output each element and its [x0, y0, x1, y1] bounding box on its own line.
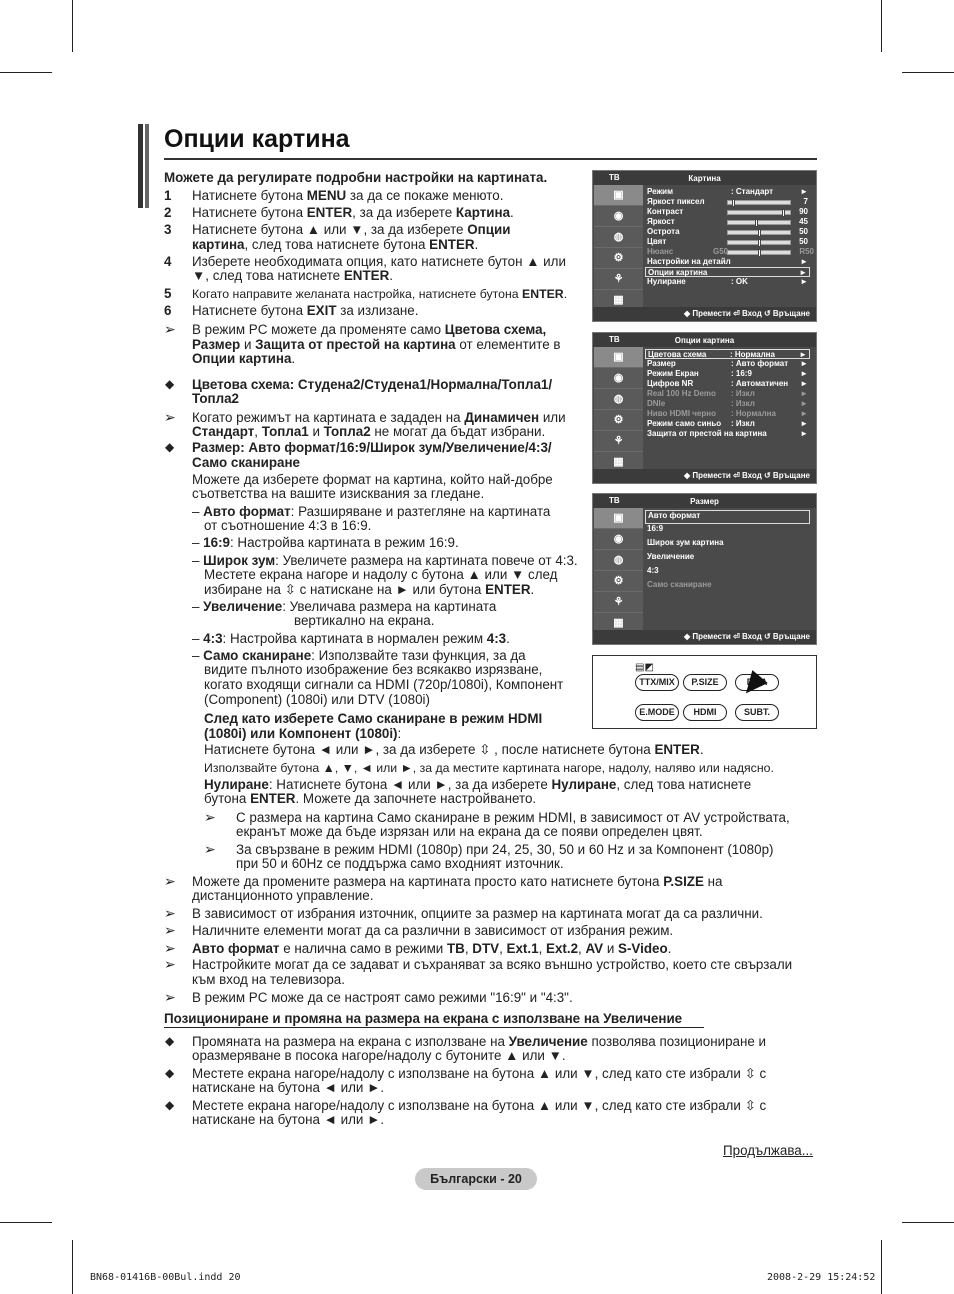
osd-item-label: Опции картина — [648, 268, 708, 277]
osd-menu-item[interactable] — [647, 409, 810, 419]
osd-item-number: 90 — [799, 207, 808, 216]
crop-mark — [902, 72, 954, 73]
osd-sidebar — [594, 185, 643, 307]
osd-menu-icon: ▣ — [594, 347, 643, 368]
osd-item-label: Широк зум картина — [647, 538, 724, 547]
bullet-diamond-icon: ◆ — [165, 1066, 175, 1080]
osd-item-label: Увеличение — [647, 552, 695, 561]
text-line: натискане на бутона ◄ или ►. — [192, 1112, 385, 1127]
osd-menu-screen — [592, 493, 817, 645]
osd-item-label: Контраст — [647, 207, 684, 216]
step-number: 6 — [164, 303, 172, 318]
text-line: Опции картина. — [192, 351, 296, 366]
osd-menu-icon: ◍ — [594, 227, 643, 248]
osd-sidebar — [594, 508, 643, 630]
text-line: Наличните елементи могат да са различни в зависимост от избрания режим. — [192, 923, 674, 938]
osd-source-label: TB — [609, 496, 620, 505]
osd-item-value: : Изкл — [731, 399, 755, 408]
osd-menu-item[interactable] — [647, 538, 810, 552]
step-text: Натиснете бутона EXIT за излизане. — [192, 303, 419, 318]
text-line: Нулиране: Натиснете бутона ◄ или ►, за да изберете Нулиране, след това натиснете — [204, 777, 752, 792]
crop-mark — [902, 1222, 954, 1223]
text-line: Топла2 — [192, 391, 240, 406]
note-arrow-icon: ➢ — [164, 956, 176, 972]
text-line: съответства на вашите изисквания за гледане. — [192, 486, 485, 501]
page-title: Опции картина — [164, 125, 350, 153]
osd-menu-item[interactable] — [647, 257, 810, 267]
step-number: 5 — [164, 286, 172, 301]
text-line: Използвайте бутона ▲, ▼, ◄ или ►, за да местите картината нагоре, надолу, наляво или надясно. — [204, 761, 774, 775]
osd-item-label: Размер — [647, 359, 676, 368]
osd-menu-icon: ▣ — [594, 508, 643, 529]
osd-menu-item[interactable] — [647, 580, 810, 594]
text-line: (Component) (1080i) или DTV (1080i) — [204, 692, 430, 707]
remote-button-emode[interactable]: E.MODE — [635, 704, 679, 721]
osd-item-number: 50 — [799, 237, 808, 246]
remote-button-subt[interactable]: SUBT. — [735, 704, 779, 721]
osd-footer: ◆ Премести ⏎ Вход ↺ Връщане — [593, 307, 816, 321]
step-text: Изберете необходимата опция, като натиснете бутон ▲ или — [192, 254, 566, 269]
remote-button-hdmi[interactable]: HDMI — [683, 704, 727, 721]
text-line: Можете да промените размера на картината просто като натиснете бутона P.SIZE на — [192, 874, 723, 889]
osd-item-value: : 16:9 — [731, 369, 752, 378]
osd-item-label: Real 100 Hz Demo — [647, 389, 716, 398]
text-line: оразмеряване в посока нагоре/надолу с бутоните ▲ или ▼. — [192, 1048, 566, 1063]
osd-item-value: : Изкл — [731, 419, 755, 428]
text-line: Местете екрана нагоре/надолу с използване на бутона ▲ или ▼, след като сте избрали ⇳ с — [192, 1066, 767, 1081]
osd-item-label: 4:3 — [647, 566, 659, 575]
text-line: В режим PC може да се настроят само режими "16:9" и "4:3". — [192, 990, 573, 1005]
osd-menu-title: Опции картина — [674, 336, 735, 345]
osd-menu-icon: ⚘ — [594, 592, 643, 613]
osd-menu-icon: ⚙ — [594, 248, 643, 269]
osd-source-label: TB — [609, 335, 620, 344]
osd-menu-item[interactable] — [647, 566, 810, 580]
osd-slider[interactable] — [727, 240, 791, 245]
text-line: вертикално на екрана. — [294, 613, 435, 628]
text-line: Стандарт, Топла1 и Топла2 не могат да бъдат избрани. — [192, 424, 546, 439]
osd-item-label: Цвят — [647, 237, 667, 246]
note-arrow-icon: ➢ — [164, 940, 176, 956]
osd-arrow-icon: ► — [800, 277, 808, 286]
osd-item-label: Острота — [647, 227, 680, 236]
print-info-left: BN68-01416B-00Bul.indd 20 — [90, 1272, 241, 1283]
section-underline — [164, 1027, 704, 1028]
text-line: избиране на ⇳ с натискане на ► или бутона ENTER. — [204, 582, 535, 597]
osd-arrow-icon: ► — [800, 399, 808, 408]
osd-menu-item[interactable] — [647, 217, 810, 227]
osd-item-value: G50 — [713, 247, 729, 256]
osd-menu-item[interactable] — [647, 524, 810, 538]
osd-menu-item[interactable] — [647, 399, 810, 409]
osd-item-number: 50 — [799, 227, 808, 236]
text-line: За свързване в режим HDMI (1080p) при 24, 25, 30, 50 и 60 Hz и за Компонент (1080p) — [236, 842, 774, 857]
step-text: ▼, след това натиснете ENTER. — [192, 268, 393, 283]
osd-header — [593, 171, 816, 185]
title-accent — [145, 124, 149, 208]
text-line: Промяната на размера на екрана с използване на Увеличение позволява позициониране и — [192, 1034, 767, 1049]
osd-item-label: Ниво HDMI черно — [647, 409, 716, 418]
text-line: – 4:3: Настройва картината в нормален режим 4:3. — [192, 631, 510, 646]
crop-mark — [881, 1240, 882, 1294]
page-number: Български - 20 — [430, 1172, 522, 1186]
text-line: – 16:9: Настройва картината в режим 16:9. — [192, 535, 459, 550]
osd-menu-icon: ⚘ — [594, 431, 643, 452]
osd-menu-item[interactable] — [647, 419, 810, 429]
osd-rows — [647, 349, 810, 439]
osd-menu-item[interactable] — [645, 510, 810, 524]
osd-arrow-icon: ► — [800, 257, 808, 266]
osd-item-label: Авто формат — [648, 511, 701, 520]
osd-item-number: 45 — [799, 217, 808, 226]
osd-header — [593, 333, 816, 347]
note-arrow-icon: ➢ — [164, 989, 176, 1005]
osd-item-value: : Нормална — [731, 409, 776, 418]
text-line: Настройките могат да се задават и съхраняват за всяко външно устройство, което сте свързали — [192, 957, 793, 972]
osd-rows — [647, 187, 814, 287]
osd-item-value: : Стандарт — [731, 187, 774, 196]
text-line: Натиснете бутона ◄ или ►, за да изберете ⇳ , после натиснете бутона ENTER. — [204, 742, 704, 757]
osd-item-label: Нюанс — [647, 247, 674, 256]
bullet-diamond-icon: ◆ — [165, 440, 175, 454]
text-line: към вход на телевизора. — [192, 972, 345, 987]
crop-mark — [72, 1240, 73, 1294]
text-line: Само сканиране — [192, 455, 300, 470]
intro-text: Можете да регулирате подробни настройки на картината. — [164, 170, 548, 185]
crop-mark — [72, 0, 73, 52]
text-line: Размер и Защита от престой на картина от елементите в — [192, 337, 561, 352]
osd-menu-icon: ◉ — [594, 368, 643, 389]
osd-header — [593, 494, 816, 508]
step-number: 2 — [164, 205, 172, 220]
text-line: Цветова схема: Студена2/Студена1/Нормална/Топла1/ — [192, 377, 553, 392]
osd-sidebar — [594, 347, 643, 469]
text-line: – Увеличение: Увеличава размера на картината — [192, 599, 497, 614]
osd-arrow-icon: ► — [800, 429, 808, 438]
osd-item-label: Настройки на детайл — [647, 257, 731, 266]
note-arrow-icon: ➢ — [204, 809, 216, 825]
text-line: когато входящи сигнали са HDMI (720p/1080i), Компонент — [204, 677, 564, 692]
osd-footer: ◆ Премести ⏎ Вход ↺ Връщане — [593, 469, 816, 483]
osd-menu-item[interactable] — [647, 369, 810, 379]
note-arrow-icon: ➢ — [164, 922, 176, 938]
print-info-right: 2008-2-29 15:24:52 — [767, 1272, 876, 1283]
osd-item-label: Яркост пиксел — [647, 197, 705, 206]
footer-badge — [415, 1168, 537, 1190]
osd-menu-screen — [592, 332, 817, 484]
osd-item-value: : Автоматичен — [731, 379, 789, 388]
text-line: натискане на бутона ◄ или ►. — [192, 1080, 385, 1095]
osd-source-label: TB — [609, 173, 620, 182]
crop-mark — [0, 72, 52, 73]
osd-menu-icon: ⚙ — [594, 410, 643, 431]
ttx-icon: ▤◩ — [635, 662, 654, 673]
text-line: при 50 и 60Hz се поддържа само входният източник. — [236, 856, 564, 871]
osd-item-label: Нулиране — [647, 277, 686, 286]
title-rule — [164, 158, 817, 160]
text-line: Когато режимът на картината е зададен на Динамичен или — [192, 410, 566, 425]
osd-item-value: : Авто формат — [731, 359, 789, 368]
osd-menu-item[interactable] — [647, 389, 810, 399]
crop-mark — [0, 1222, 52, 1223]
osd-menu-icon: ◍ — [594, 550, 643, 571]
crop-mark — [881, 0, 882, 52]
text-line: След като изберете Само сканиране в режим HDMI — [204, 711, 543, 726]
step-number: 3 — [164, 222, 172, 237]
osd-menu-title: Размер — [690, 497, 719, 506]
title-accent — [138, 124, 143, 208]
osd-menu-screen — [592, 170, 817, 322]
osd-menu-icon: ▣ — [594, 185, 643, 206]
osd-menu-icon: ▦ — [594, 613, 643, 634]
osd-item-number: 7 — [803, 197, 808, 206]
osd-item-label: Защита от престой на картина — [647, 429, 767, 438]
text-line: – Широк зум: Увеличете размера на картината повече от 4:3. — [192, 553, 578, 568]
step-number: 1 — [164, 188, 172, 203]
osd-item-label: Яркост — [647, 217, 675, 226]
text-line: дистанционното управление. — [192, 888, 374, 903]
text-line: – Само сканиране: Използвайте тази функция, за да — [192, 648, 526, 663]
osd-item-label: Цифров NR — [647, 379, 694, 388]
text-line: Авто формат е налична само в режими TB, DTV, Ext.1, Ext.2, AV и S-Video. — [192, 941, 672, 956]
osd-item-label: Режим Екран — [647, 369, 699, 378]
osd-item-number: R50 — [799, 247, 814, 256]
step-text: Натиснете бутона ▲ или ▼, за да изберете Опции — [192, 222, 511, 237]
osd-menu-icon: ▦ — [594, 290, 643, 311]
osd-menu-title: Картина — [688, 174, 721, 183]
osd-item-value: : OK — [731, 277, 748, 286]
osd-slider[interactable] — [727, 250, 791, 255]
text-line: В зависимост от избрания източник, опциите за размер на картината могат да са различни. — [192, 906, 763, 921]
text-line: (1080i) или Компонент (1080i): — [204, 726, 402, 741]
osd-arrow-icon: ► — [800, 379, 808, 388]
note-arrow-icon: ➢ — [164, 873, 176, 889]
osd-menu-item[interactable] — [647, 197, 810, 207]
text-line: от съотношение 4:3 в 16:9. — [204, 518, 372, 533]
text-line: бутона ENTER. Можете да започнете настройването. — [204, 791, 537, 806]
osd-menu-icon: ◉ — [594, 206, 643, 227]
text-line: – Авто формат: Разширяване и разтегляне на картината — [192, 504, 551, 519]
osd-menu-item[interactable] — [647, 359, 810, 369]
osd-menu-item[interactable] — [647, 187, 810, 197]
osd-menu-icon: ◉ — [594, 529, 643, 550]
bullet-diamond-icon: ◆ — [165, 1034, 175, 1048]
text-line: екранът може да бъде изрязан или на екрана да се появи определен цвят. — [236, 824, 703, 839]
osd-menu-item[interactable] — [647, 237, 810, 247]
step-text: Когато направите желаната настройка, натиснете бутона ENTER. — [192, 287, 568, 301]
osd-menu-item[interactable] — [645, 349, 810, 359]
osd-menu-item[interactable] — [647, 379, 810, 389]
text-line: Местете екрана нагоре и надолу с бутона ▲ или ▼ след — [204, 567, 558, 582]
remote-button-psize[interactable]: P.SIZE — [683, 674, 727, 691]
osd-arrow-icon: ► — [800, 187, 808, 196]
osd-arrow-icon: ► — [800, 389, 808, 398]
text-line: Можете да изберете формат на картина, който най-добре — [192, 472, 553, 487]
remote-button-dma[interactable]: DMA — [735, 674, 779, 691]
osd-menu-icon: ⚙ — [594, 571, 643, 592]
osd-rows — [647, 510, 810, 594]
osd-item-label: 16:9 — [647, 524, 664, 533]
osd-arrow-icon: ► — [800, 369, 808, 378]
text-line: Размер: Авто формат/16:9/Широк зум/Увеличение/4:3/ — [192, 440, 552, 455]
note-arrow-icon: ➢ — [204, 841, 216, 857]
step-text: Натиснете бутона MENU за да се покаже менюто. — [192, 188, 504, 203]
step-text: Натиснете бутона ENTER, за да изберете Картина. — [192, 205, 514, 220]
remote-button-ttxmix[interactable]: TTX/MIX — [635, 674, 679, 691]
bullet-diamond-icon: ◆ — [165, 377, 175, 391]
osd-menu-item[interactable] — [647, 552, 810, 566]
section-heading: Позициониране и промяна на размера на екрана с използване на Увеличение — [164, 1011, 683, 1026]
osd-item-label: DNIe — [647, 399, 666, 408]
osd-item-value: : Нормална — [730, 350, 775, 359]
osd-item-value: : Изкл — [731, 389, 755, 398]
text-line: С размера на картина Само сканиране в режим HDMI, в зависимост от AV устройствата, — [236, 810, 790, 825]
osd-menu-item[interactable] — [647, 247, 814, 257]
text-line: Местете екрана нагоре/надолу с използване на бутона ▲ или ▼, след като сте избрали ⇳ с — [192, 1098, 767, 1113]
osd-menu-icon: ⚘ — [594, 269, 643, 290]
note-arrow-icon: ➢ — [164, 409, 176, 425]
osd-slider[interactable] — [727, 220, 791, 225]
osd-menu-icon: ◍ — [594, 389, 643, 410]
step-text: картина, след това натиснете бутона ENTER. — [192, 237, 479, 252]
bullet-diamond-icon: ◆ — [165, 1098, 175, 1112]
continues-link[interactable]: Продължава... — [723, 1143, 813, 1158]
osd-menu-item[interactable] — [647, 277, 810, 287]
osd-arrow-icon: ► — [799, 350, 807, 359]
osd-item-label: Само сканиране — [647, 580, 712, 589]
osd-menu-item[interactable] — [645, 267, 810, 277]
osd-item-label: Режим — [647, 187, 673, 196]
osd-item-label: Цветова схема — [648, 350, 707, 359]
osd-arrow-icon: ► — [800, 359, 808, 368]
text-line: видите пълното изображение без всякакво изрязване, — [204, 662, 543, 677]
remote-control-illustration — [592, 655, 817, 729]
osd-footer: ◆ Премести ⏎ Вход ↺ Връщане — [593, 630, 816, 644]
osd-item-label: Режим само синьо — [647, 419, 722, 428]
osd-slider[interactable] — [727, 210, 791, 215]
note-arrow-icon: ➢ — [164, 905, 176, 921]
osd-menu-item[interactable] — [647, 207, 810, 217]
osd-arrow-icon: ► — [800, 419, 808, 428]
note-arrow-icon: ➢ — [164, 321, 176, 337]
osd-slider[interactable] — [727, 230, 791, 235]
osd-arrow-icon: ► — [799, 268, 807, 277]
step-number: 4 — [164, 254, 172, 269]
text-line: В режим PC можете да променяте само Цветова схема, — [192, 322, 547, 337]
osd-menu-item[interactable] — [647, 227, 810, 237]
osd-menu-item[interactable] — [647, 429, 810, 439]
osd-arrow-icon: ► — [800, 409, 808, 418]
osd-slider[interactable] — [727, 200, 791, 205]
osd-menu-icon: ▦ — [594, 452, 643, 473]
